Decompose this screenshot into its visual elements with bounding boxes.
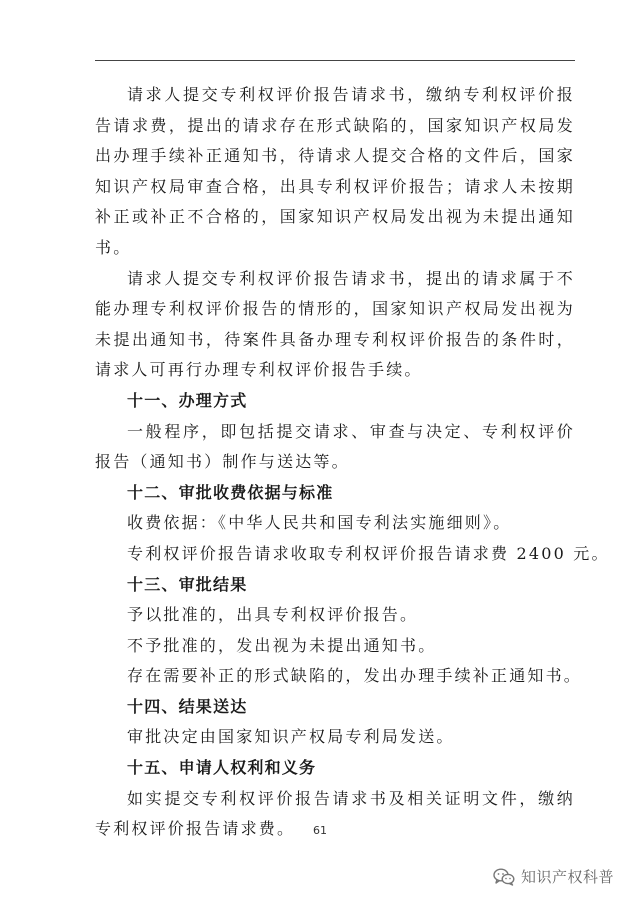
section-heading-handling-method: 十一、办理方式 [127,390,248,410]
watermark [493,866,614,887]
paragraph-deemed-not-filed: 请求人提交专利权评价报告请求书，提出的请求属于不能办理专利权评价报告的情形的，国家知识产权局发出视为未提出通知书，待案件具备办理专利权评价报告的条件时，请求人可再行办理专利权评价报告手续。 [95,268,575,380]
section-heading-fee-basis: 十二、审批收费依据与标准 [127,482,334,502]
paragraph-general-procedure: 一般程序，即包括提交请求、审查与决定、专利权评价报告（通知书）制作与送达等。 [95,421,575,472]
watermark-text: 知识产权科普 [520,868,614,886]
result-correction-line: 存在需要补正的形式缺陷的，发出办理手续补正通知书。 [127,666,583,686]
paragraph-correction-notice: 请求人提交专利权评价报告请求书，缴纳专利权评价报告请求费，提出的请求存在形式缺陷的，国家知识产权局发出办理手续补正通知书，待请求人提交合格的文件后，国家知识产权局审查合格，出具专利权评价报告；请求人未按期补正或补正不合格的，国家知识产权局发出视为未提出通知书。 [95,85,575,257]
delivery-line: 审批决定由国家知识产权局专利局发送。 [127,727,455,747]
paragraph-rights-obligations: 如实提交专利权评价报告请求书及相关证明文件，缴纳专利权评价报告请求费。 [95,788,575,839]
wechat-icon [493,868,515,886]
result-approved-line: 予以批准的，出具专利权评价报告。 [127,605,419,625]
fee-basis-line: 收费依据：《中华人民共和国专利法实施细则》。 [127,513,512,533]
document-body [95,80,610,845]
section-heading-rights-obligations: 十五、申请人权利和义务 [127,758,317,778]
fee-amount-line: 专利权评价报告请求收取专利权评价报告请求费 2400 元。 [127,543,610,563]
section-heading-approval-results: 十三、审批结果 [127,574,248,594]
header-rule [95,60,575,61]
section-heading-result-delivery: 十四、结果送达 [127,696,248,716]
page-number: 61 [313,824,327,837]
result-not-approved-line: 不予批准的，发出视为未提出通知书。 [127,635,437,655]
